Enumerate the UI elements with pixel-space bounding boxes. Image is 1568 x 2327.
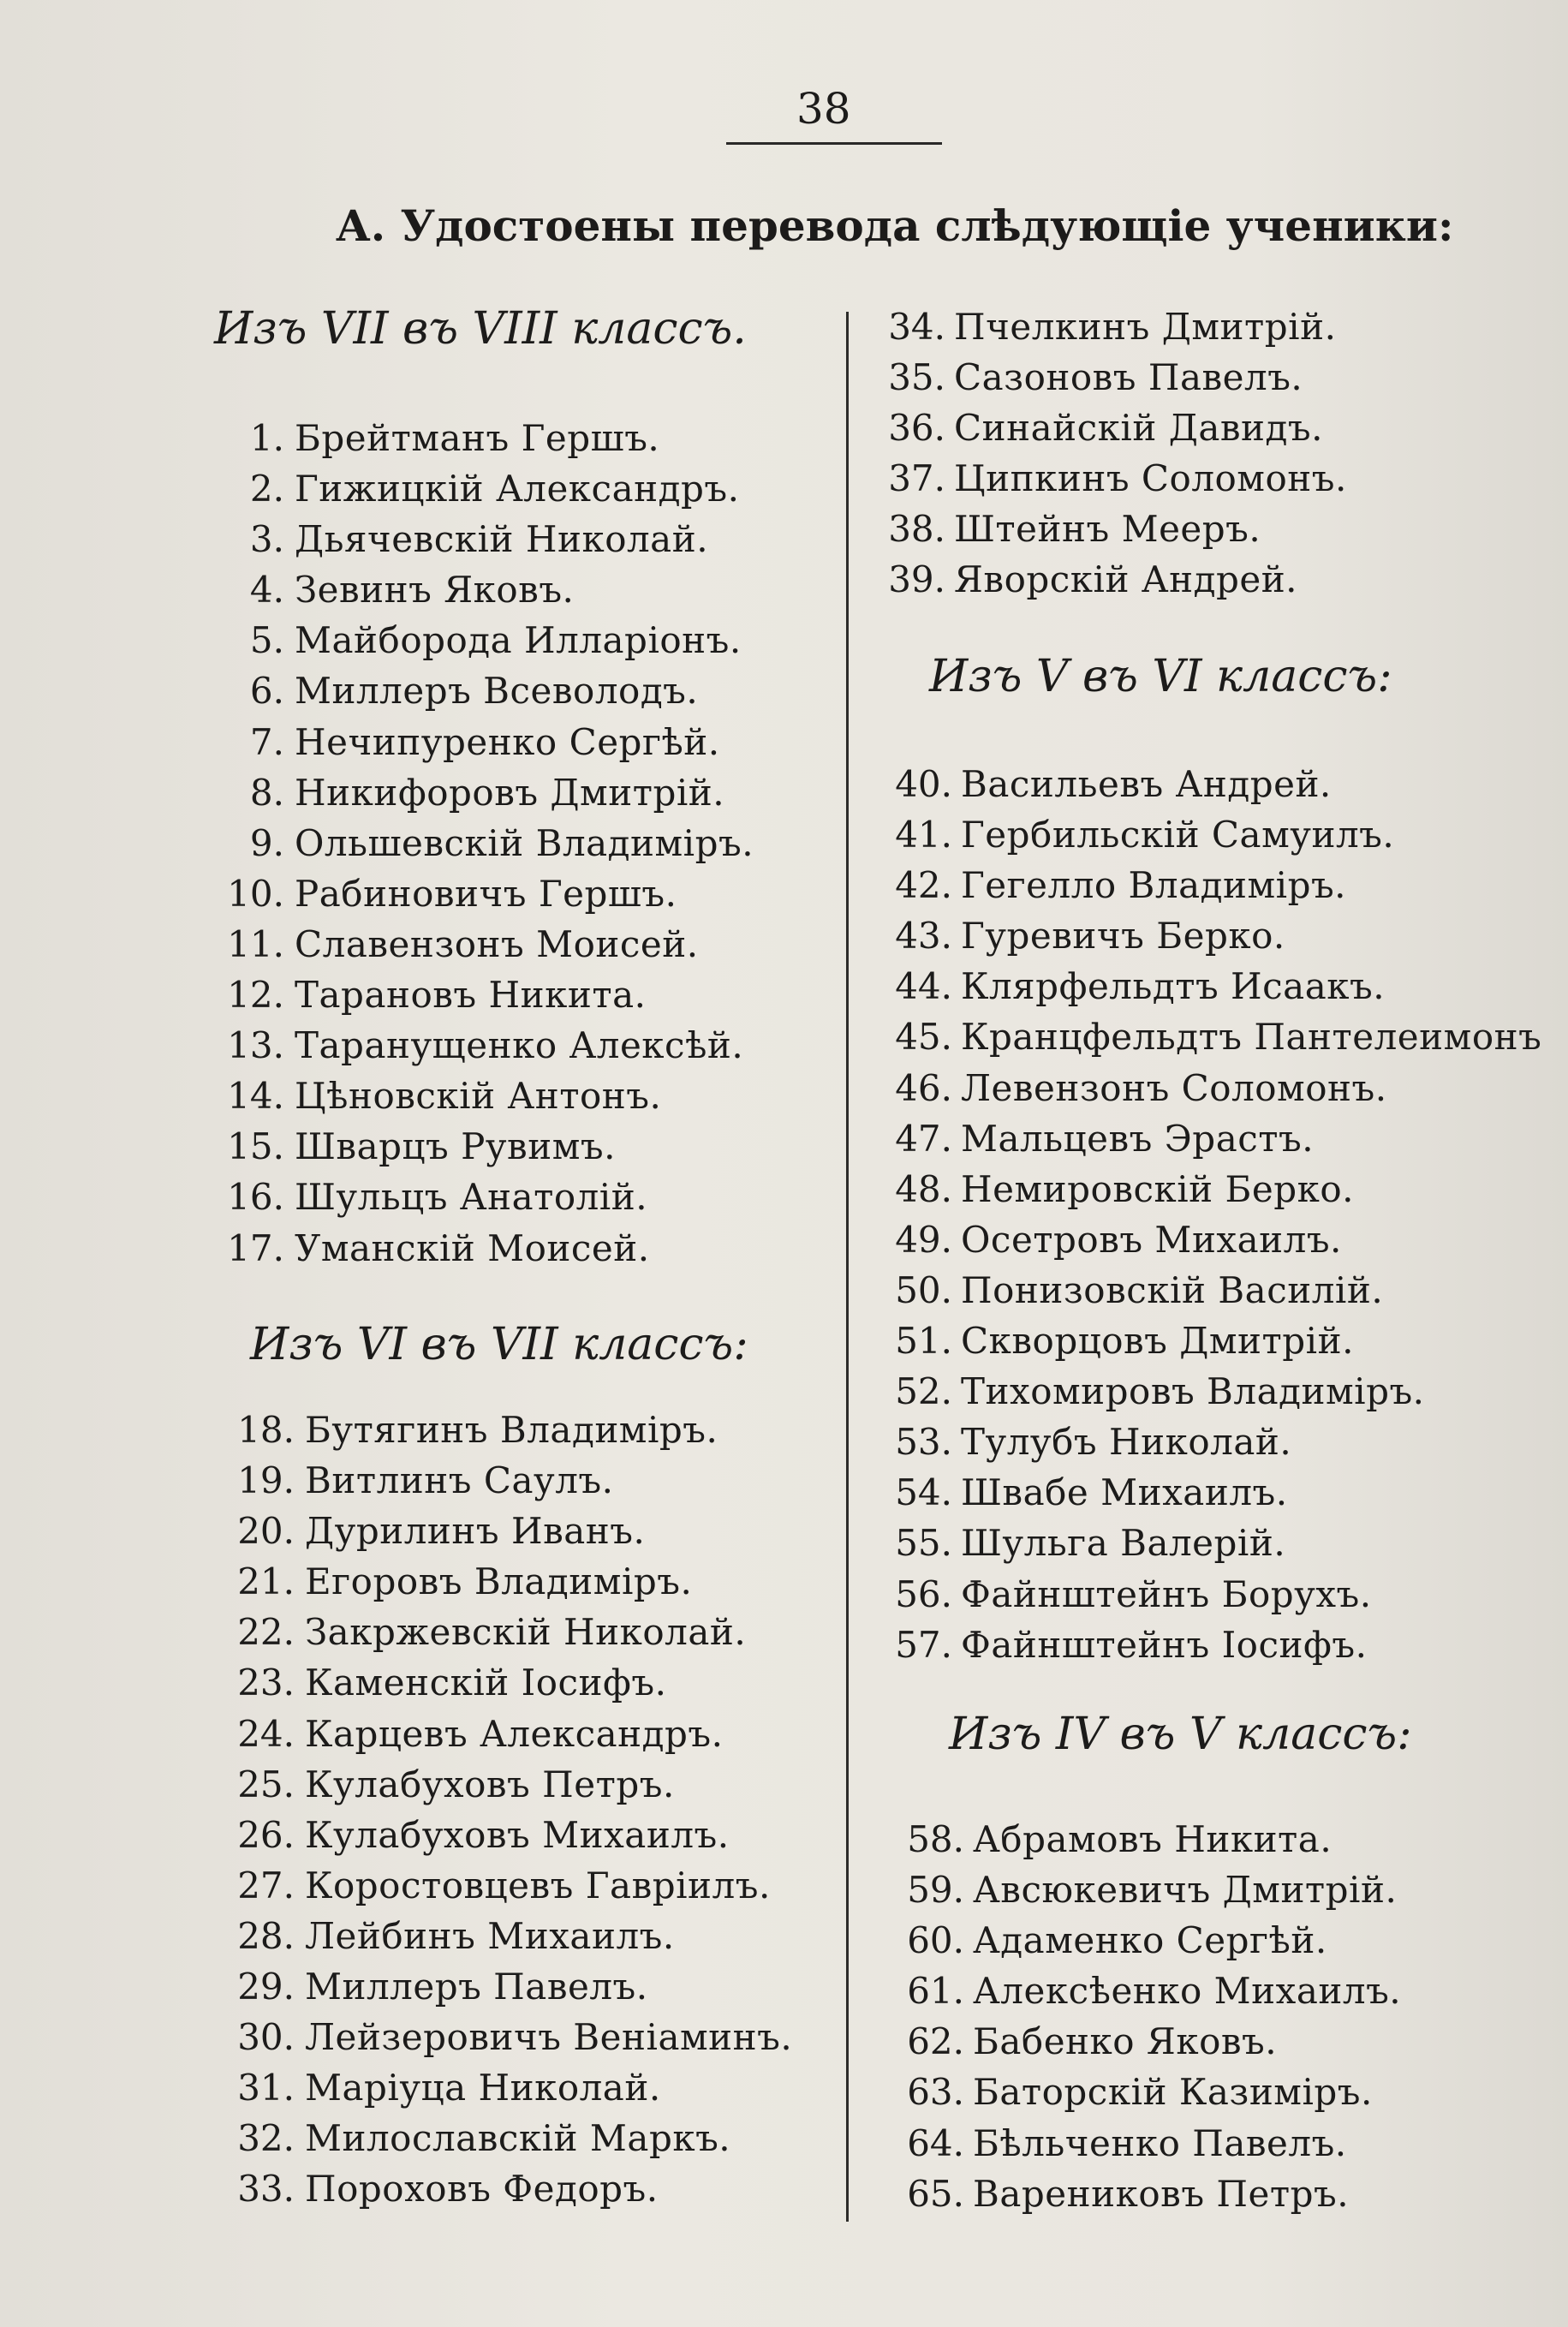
student-name: Штейнъ Мееръ.: [954, 508, 1261, 551]
student-number: 47.: [895, 1117, 952, 1160]
student-name: Гижицкій Александръ.: [295, 468, 740, 510]
student-name: Понизовскій Василій.: [961, 1268, 1384, 1311]
student-name: Левензонъ Соломонъ.: [961, 1066, 1387, 1109]
student-name: Немировскій Берко.: [961, 1167, 1355, 1210]
student-number: 59.: [907, 1869, 964, 1912]
student-row: [870, 1063, 1555, 1113]
student-name: Тарановъ Никита.: [295, 974, 647, 1017]
student-number: 56.: [895, 1572, 952, 1615]
student-row: [882, 2169, 1567, 2219]
student-row: [224, 1961, 841, 2012]
student-list-vi-vii-left: [224, 1405, 841, 2215]
student-number: 20.: [237, 1510, 295, 1553]
student-row: [214, 564, 831, 615]
student-number: 35.: [888, 356, 945, 399]
student-row: [214, 463, 831, 514]
student-name: Бутягинъ Владиміръ.: [305, 1409, 718, 1451]
student-number: 53.: [895, 1421, 952, 1464]
student-number: 15.: [227, 1125, 284, 1168]
student-number: 31.: [237, 2067, 295, 2109]
student-number: 50.: [895, 1268, 952, 1311]
student-name: Абрамовъ Никита.: [973, 1818, 1333, 1860]
student-number: 54.: [895, 1471, 952, 1514]
student-row: [214, 615, 831, 665]
student-number: 14.: [227, 1075, 284, 1118]
student-row: [214, 919, 831, 970]
student-name: Ольшевскій Владиміръ.: [295, 821, 754, 864]
student-list-vi-vii-right: [863, 301, 1548, 606]
student-name: Славензонъ Моисей.: [295, 922, 699, 965]
student-name: Милославскій Маркъ.: [305, 2117, 731, 2160]
student-row: [870, 1265, 1555, 1316]
student-row: [214, 767, 831, 818]
student-number: 44.: [895, 965, 952, 1008]
student-number: 61.: [907, 1970, 964, 2013]
student-name: Шульцъ Анатолій.: [295, 1176, 648, 1219]
student-name: Файнштейнъ Борухъ.: [961, 1572, 1372, 1615]
student-number: 25.: [237, 1763, 295, 1805]
student-row: [870, 1518, 1555, 1568]
section-title-vii-viii: Изъ VII въ VIII классъ.: [214, 303, 747, 355]
student-number: 34.: [888, 306, 945, 348]
student-number: 5.: [249, 619, 284, 662]
student-number: 42.: [895, 864, 952, 907]
student-number: 26.: [237, 1813, 295, 1856]
student-name: Уманскій Моисей.: [295, 1226, 650, 1269]
student-name: Нечипуренко Сергѣй.: [295, 720, 720, 763]
student-name: Бѣльченко Павелъ.: [973, 2121, 1347, 2164]
student-number: 23.: [237, 1662, 295, 1704]
student-name: Скворцовъ Дмитрій.: [961, 1320, 1354, 1363]
student-number: 55.: [895, 1522, 952, 1565]
student-name: Майборода Илларіонъ.: [295, 619, 742, 662]
student-name: Миллеръ Всеволодъ.: [295, 670, 699, 713]
student-number: 18.: [237, 1409, 295, 1451]
student-row: [870, 1011, 1555, 1062]
student-row: [214, 1020, 831, 1071]
student-name: Яворскій Андрей.: [954, 558, 1298, 601]
student-name: Алексѣенко Михаилъ.: [973, 1970, 1402, 2013]
student-row: [224, 1556, 841, 1607]
student-row: [870, 809, 1555, 860]
student-number: 8.: [249, 771, 284, 814]
student-number: 43.: [895, 915, 952, 958]
student-number: 49.: [895, 1218, 952, 1261]
student-name: Ципкинъ Соломонъ.: [954, 457, 1347, 500]
student-name: Егоровъ Владиміръ.: [305, 1560, 693, 1603]
student-row: [224, 1709, 841, 1759]
student-name: Бабенко Яковъ.: [973, 2020, 1278, 2063]
student-name: Карцевъ Александръ.: [305, 1712, 724, 1755]
student-list-iv-v: [882, 1814, 1567, 2219]
student-name: Шварцъ Рувимъ.: [295, 1125, 616, 1168]
student-name: Дьячевскій Николай.: [295, 518, 709, 561]
student-number: 12.: [227, 974, 284, 1017]
student-row: [882, 1865, 1567, 1915]
student-number: 1.: [249, 417, 284, 459]
student-name: Лейзеровичъ Веніаминъ.: [305, 2016, 793, 2059]
student-name: Клярфельдтъ Исаакъ.: [961, 965, 1386, 1008]
student-name: Адаменко Сергѣй.: [973, 1919, 1327, 1962]
student-number: 24.: [237, 1712, 295, 1755]
student-row: [214, 970, 831, 1020]
student-number: 58.: [907, 1818, 964, 1860]
student-number: 33.: [237, 2168, 295, 2211]
student-row: [870, 1164, 1555, 1214]
student-name: Кулабуховъ Петръ.: [305, 1763, 675, 1805]
student-row: [863, 554, 1548, 605]
student-row: [870, 1467, 1555, 1518]
student-name: Коростовцевъ Гавріилъ.: [305, 1864, 771, 1906]
student-name: Синайскій Давидъ.: [954, 407, 1323, 450]
student-row: [882, 1814, 1567, 1865]
student-row: [870, 759, 1555, 809]
student-name: Васильевъ Андрей.: [961, 763, 1332, 805]
student-number: 41.: [895, 814, 952, 856]
page-number-rule: [726, 142, 942, 145]
section-title-v-vi: Изъ V въ VI классъ:: [929, 651, 1392, 702]
student-name: Тихомировъ Владиміръ.: [961, 1370, 1425, 1413]
student-number: 48.: [895, 1167, 952, 1210]
student-name: Сазоновъ Павелъ.: [954, 356, 1303, 399]
student-name: Витлинъ Саулъ.: [305, 1459, 614, 1502]
student-row: [863, 453, 1548, 504]
student-row: [870, 1417, 1555, 1467]
student-number: 36.: [888, 407, 945, 450]
student-row: [870, 1620, 1555, 1670]
student-number: 2.: [249, 468, 284, 510]
student-list-v-vi: [870, 759, 1555, 1670]
student-number: 63.: [907, 2071, 964, 2114]
student-name: Каменскій Іосифъ.: [305, 1662, 667, 1704]
student-number: 46.: [895, 1066, 952, 1109]
student-name: Таранущенко Алексѣй.: [295, 1024, 744, 1067]
student-name: Файнштейнъ Іосифъ.: [961, 1623, 1368, 1666]
student-row: [214, 413, 831, 463]
student-name: Цѣновскій Антонъ.: [295, 1075, 662, 1118]
student-row: [214, 818, 831, 868]
student-number: 30.: [237, 2016, 295, 2059]
student-row: [882, 2118, 1567, 2169]
student-number: 28.: [237, 1914, 295, 1957]
student-number: 39.: [888, 558, 945, 601]
section-title-vi-vii: Изъ VI въ VII классъ:: [250, 1319, 748, 1370]
student-number: 19.: [237, 1459, 295, 1502]
student-name: Шульга Валерій.: [961, 1522, 1286, 1565]
page-number: 38: [796, 84, 851, 134]
student-row: [882, 1915, 1567, 1966]
student-row: [863, 403, 1548, 453]
student-number: 27.: [237, 1864, 295, 1906]
student-row: [870, 961, 1555, 1011]
student-row: [224, 2113, 841, 2163]
student-name: Гегелло Владиміръ.: [961, 864, 1347, 907]
student-row: [870, 1316, 1555, 1366]
student-row: [224, 1759, 841, 1810]
student-number: 32.: [237, 2117, 295, 2160]
student-number: 9.: [249, 821, 284, 864]
student-name: Пчелкинъ Дмитрій.: [954, 306, 1337, 348]
student-number: 65.: [907, 2172, 964, 2215]
student-row: [224, 2163, 841, 2214]
student-number: 60.: [907, 1919, 964, 1962]
student-row: [870, 1214, 1555, 1265]
student-name: Осетровъ Михаилъ.: [961, 1218, 1342, 1261]
student-row: [224, 1455, 841, 1506]
student-number: 10.: [227, 872, 284, 915]
student-name: Варениковъ Петръ.: [973, 2172, 1350, 2215]
student-row: [224, 1911, 841, 1961]
student-number: 37.: [888, 457, 945, 500]
student-number: 57.: [895, 1623, 952, 1666]
student-name: Никифоровъ Дмитрій.: [295, 771, 725, 814]
student-number: 7.: [249, 720, 284, 763]
student-row: [224, 1860, 841, 1911]
student-row: [870, 910, 1555, 961]
section-title-iv-v: Изъ IV въ V классъ:: [949, 1709, 1412, 1760]
student-number: 40.: [895, 763, 952, 805]
student-name: Гуревичъ Берко.: [961, 915, 1285, 958]
student-row: [882, 2016, 1567, 2067]
student-name: Брейтманъ Гершъ.: [295, 417, 660, 459]
student-row: [214, 665, 831, 716]
student-row: [224, 2012, 841, 2062]
student-row: [214, 514, 831, 564]
student-row: [224, 1607, 841, 1657]
student-row: [863, 352, 1548, 403]
student-row: [870, 860, 1555, 910]
student-number: 17.: [227, 1226, 284, 1269]
student-name: Пороховъ Федоръ.: [305, 2168, 659, 2211]
student-number: 64.: [907, 2121, 964, 2164]
column-divider: [846, 312, 849, 2222]
student-row: [870, 1366, 1555, 1417]
student-number: 52.: [895, 1370, 952, 1413]
student-name: Миллеръ Павелъ.: [305, 1966, 648, 2008]
student-name: Зевинъ Яковъ.: [295, 569, 575, 612]
student-number: 22.: [237, 1611, 295, 1654]
student-number: 6.: [249, 670, 284, 713]
student-name: Тулубъ Николай.: [961, 1421, 1292, 1464]
student-name: Кранцфельдтъ Пантелеимонъ: [961, 1016, 1542, 1059]
student-row: [882, 2067, 1567, 2117]
student-row: [214, 1121, 831, 1172]
student-row: [214, 868, 831, 919]
student-name: Лейбинъ Михаилъ.: [305, 1914, 675, 1957]
student-row: [214, 717, 831, 767]
student-name: Кулабуховъ Михаилъ.: [305, 1813, 730, 1856]
student-number: 16.: [227, 1176, 284, 1219]
student-row: [882, 1966, 1567, 2016]
student-name: Гербильскій Самуилъ.: [961, 814, 1395, 856]
student-number: 62.: [907, 2020, 964, 2063]
student-row: [214, 1071, 831, 1121]
student-list-vii-viii: [214, 413, 831, 1274]
student-number: 21.: [237, 1560, 295, 1603]
student-name: Закржевскій Николай.: [305, 1611, 747, 1654]
student-row: [870, 1113, 1555, 1164]
student-number: 4.: [249, 569, 284, 612]
student-row: [863, 504, 1548, 554]
student-name: Швабе Михаилъ.: [961, 1471, 1288, 1514]
student-name: Дурилинъ Иванъ.: [305, 1510, 646, 1553]
student-number: 51.: [895, 1320, 952, 1363]
student-row: [224, 1506, 841, 1556]
student-name: Баторскій Казиміръ.: [973, 2071, 1373, 2114]
student-number: 29.: [237, 1966, 295, 2008]
student-row: [863, 301, 1548, 352]
student-row: [214, 1223, 831, 1274]
student-number: 45.: [895, 1016, 952, 1059]
student-name: Мальцевъ Эрастъ.: [961, 1117, 1315, 1160]
student-row: [870, 1569, 1555, 1620]
student-name: Маріуца Николай.: [305, 2067, 661, 2109]
student-number: 13.: [227, 1024, 284, 1067]
student-name: Авсюкевичъ Дмитрій.: [973, 1869, 1398, 1912]
student-row: [224, 2062, 841, 2113]
student-row: [214, 1172, 831, 1222]
student-row: [224, 1657, 841, 1708]
student-number: 11.: [227, 922, 284, 965]
student-number: 38.: [888, 508, 945, 551]
student-name: Рабиновичъ Гершъ.: [295, 872, 677, 915]
student-row: [224, 1405, 841, 1455]
page-heading: А. Удостоены перевода слѣдующіе ученики:: [336, 200, 1454, 251]
student-row: [224, 1810, 841, 1860]
student-number: 3.: [249, 518, 284, 561]
